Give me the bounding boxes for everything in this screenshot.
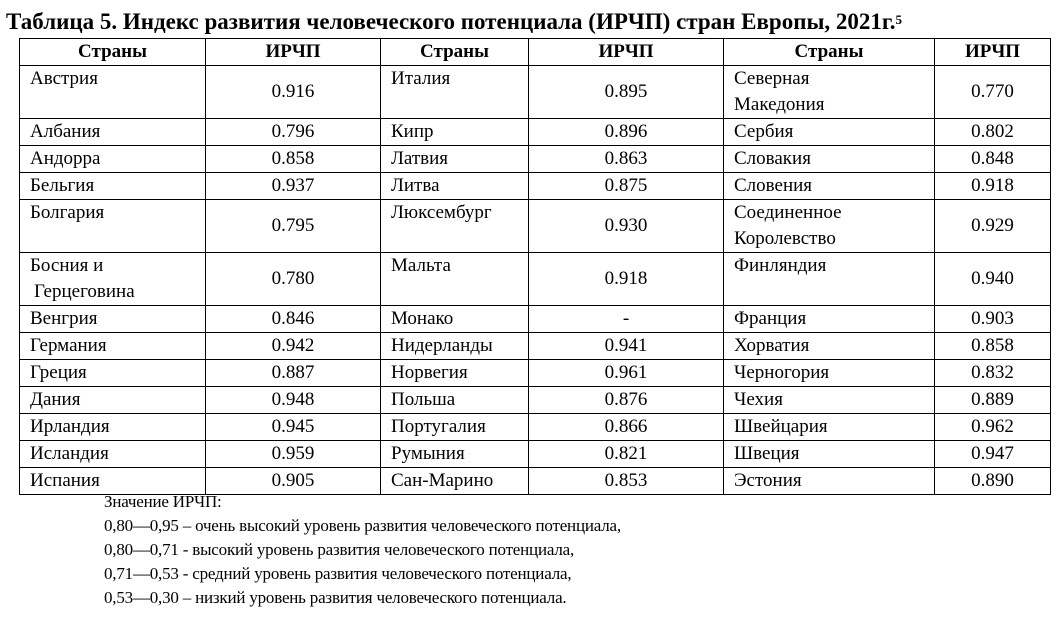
country-cell [20,146,206,173]
country-cell [724,146,935,173]
country-name-line: Герцеговина [34,281,135,302]
legend-item: 0,80—0,95 – очень высокий уровень развития человеческого потенциала, [104,516,621,535]
country-name-line: Испания [30,470,100,491]
country-cell [20,253,206,306]
country-name-line: Словакия [734,148,811,169]
country-cell [381,253,529,306]
hdi-value-cell: 0.875 [529,173,724,200]
country-name-line: Литва [391,175,440,196]
table-row [20,173,1051,200]
table-row [20,360,1051,387]
country-cell [20,306,206,333]
country-cell [20,333,206,360]
country-name-line: Чехия [734,389,783,410]
country-name-line: Польша [391,389,456,410]
country-name-line: Мальта [391,255,451,276]
country-cell [381,360,529,387]
hdi-value-cell: 0.846 [206,306,381,333]
table-row [20,200,1051,253]
table-row [20,387,1051,414]
hdi-value-cell: 0.937 [206,173,381,200]
table-row [20,66,1051,119]
header-row [20,39,1051,66]
country-name-line: Болгария [30,202,105,223]
country-name-line: Швеция [734,443,800,464]
hdi-value-cell: 0.905 [206,468,381,495]
column-header: ИРЧП [206,39,381,66]
country-cell [20,119,206,146]
table-row [20,119,1051,146]
country-name-line: Эстония [734,470,802,491]
hdi-value-cell: 0.802 [935,119,1051,146]
table-row [20,441,1051,468]
legend-item: 0,71—0,53 - средний уровень развития человеческого потенциала, [104,564,572,583]
country-cell [20,200,206,253]
country-name-line: Австрия [30,68,98,89]
country-cell [724,360,935,387]
hdi-value-cell: 0.890 [935,468,1051,495]
country-name-line: Германия [30,335,107,356]
country-name-line: Черногория [734,362,830,383]
country-name-line: Королевство [734,228,836,249]
hdi-value-cell: 0.942 [206,333,381,360]
country-name-line: Нидерланды [391,335,493,356]
hdi-value-cell: 0.962 [935,414,1051,441]
hdi-value-cell: 0.903 [935,306,1051,333]
legend-item: 0,80—0,71 - высокий уровень развития человеческого потенциала, [104,540,575,559]
country-name-line: Сан-Марино [391,470,494,491]
country-name-line: Венгрия [30,308,98,329]
hdi-value-cell: 0.930 [529,200,724,253]
country-name-line: Люксембург [391,202,492,223]
hdi-value-cell: - [529,306,724,333]
country-name-line: Бельгия [30,175,95,196]
country-name-line: Македония [734,94,825,115]
table-title-text: Таблица 5. Индекс развития человеческого потенциала (ИРЧП) стран Европы, 2021г. [6,9,896,34]
country-cell [20,441,206,468]
country-name-line: Финляндия [734,255,827,276]
country-name-line: Соединенное [734,202,842,223]
country-name-line: Ирландия [30,416,110,437]
hdi-value-cell: 0.929 [935,200,1051,253]
country-cell [724,253,935,306]
footnote-mark: 5 [895,12,903,27]
country-name-line: Португалия [391,416,486,437]
country-name-line: Босния и [30,255,104,276]
table-row [20,253,1051,306]
country-cell [381,387,529,414]
hdi-value-cell: 0.947 [935,441,1051,468]
hdi-value-cell: 0.916 [206,66,381,119]
country-name-line: Италия [391,68,451,89]
hdi-value-cell: 0.780 [206,253,381,306]
country-name-line: Швейцария [734,416,828,437]
country-cell [20,173,206,200]
country-cell [381,200,529,253]
table-title [6,8,1062,36]
country-name-line: Греция [30,362,87,383]
country-name-line: Франция [734,308,807,329]
country-name-line: Кипр [391,121,434,142]
column-header: ИРЧП [529,39,724,66]
hdi-value-cell: 0.863 [529,146,724,173]
country-name-line: Норвегия [391,362,468,383]
hdi-value-cell: 0.896 [529,119,724,146]
column-header: Страны [724,39,935,66]
hdi-value-cell: 0.948 [206,387,381,414]
hdi-value-cell: 0.858 [935,333,1051,360]
country-name-line: Исландия [30,443,109,464]
country-name-line: Словения [734,175,813,196]
country-name-line: Хорватия [734,335,810,356]
hdi-value-cell: 0.853 [529,468,724,495]
table-row [20,306,1051,333]
hdi-value-cell: 0.866 [529,414,724,441]
country-cell [20,66,206,119]
hdi-value-cell: 0.959 [206,441,381,468]
country-name-line: Сербия [734,121,794,142]
table-row [20,333,1051,360]
hdi-value-cell: 0.895 [529,66,724,119]
hdi-value-cell: 0.832 [935,360,1051,387]
country-name-line: Албания [30,121,101,142]
country-cell [724,200,935,253]
legend [104,490,621,610]
hdi-value-cell: 0.821 [529,441,724,468]
hdi-value-cell: 0.961 [529,360,724,387]
country-cell [381,414,529,441]
country-cell [724,468,935,495]
country-cell [381,66,529,119]
country-name-line: Андорра [30,148,101,169]
hdi-value-cell: 0.770 [935,66,1051,119]
hdi-value-cell: 0.940 [935,253,1051,306]
country-cell [20,387,206,414]
country-cell [724,306,935,333]
country-name-line: Латвия [391,148,449,169]
table-row [20,414,1051,441]
country-name-line: Дания [30,389,81,410]
country-cell [724,66,935,119]
hdi-value-cell: 0.918 [529,253,724,306]
hdi-value-cell: 0.918 [935,173,1051,200]
legend-item: 0,53—0,30 – низкий уровень развития человеческого потенциала. [104,588,567,607]
country-cell [381,306,529,333]
hdi-value-cell: 0.941 [529,333,724,360]
hdi-table [19,38,1051,495]
hdi-value-cell: 0.796 [206,119,381,146]
column-header: Страны [381,39,529,66]
country-cell [20,414,206,441]
country-cell [724,441,935,468]
hdi-value-cell: 0.858 [206,146,381,173]
country-cell [724,173,935,200]
country-cell [381,146,529,173]
column-header: Страны [20,39,206,66]
hdi-value-cell: 0.876 [529,387,724,414]
column-header: ИРЧП [935,39,1051,66]
country-cell [381,173,529,200]
hdi-value-cell: 0.848 [935,146,1051,173]
country-name-line: Северная [734,68,810,89]
country-cell [724,333,935,360]
country-name-line: Монако [391,308,454,329]
country-cell [724,119,935,146]
hdi-value-cell: 0.887 [206,360,381,387]
table-row [20,146,1051,173]
legend-title: Значение ИРЧП: [104,492,222,511]
country-cell [381,333,529,360]
hdi-value-cell: 0.795 [206,200,381,253]
country-name-line: Румыния [391,443,465,464]
country-cell [20,360,206,387]
country-cell [381,441,529,468]
hdi-value-cell: 0.889 [935,387,1051,414]
hdi-value-cell: 0.945 [206,414,381,441]
country-cell [724,414,935,441]
country-cell [724,387,935,414]
country-cell [381,119,529,146]
